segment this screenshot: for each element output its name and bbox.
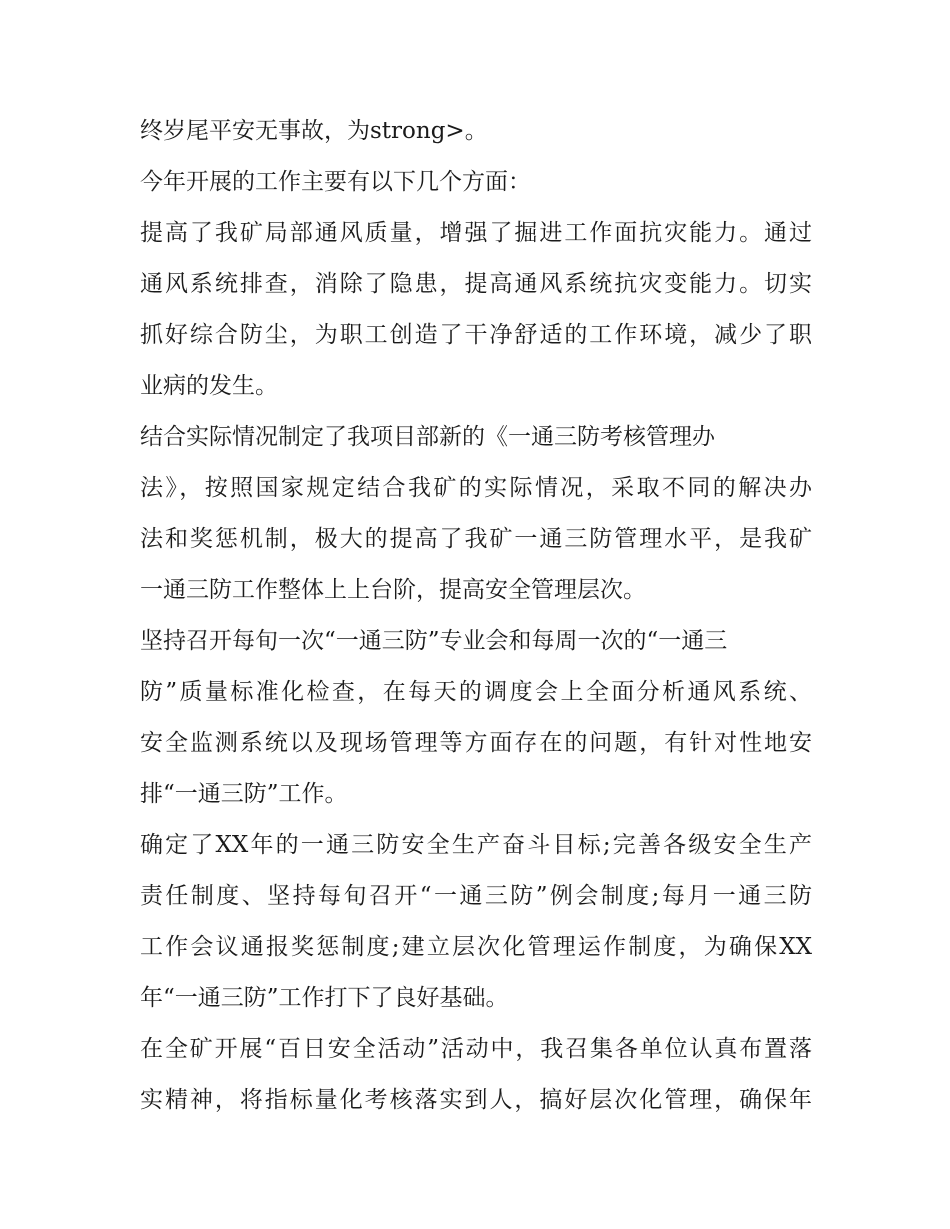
text-line: 安全监测系统以及现场管理等方面存在的问题，有针对性地安 xyxy=(140,730,812,756)
text-line: 法和奖惩机制，极大的提高了我矿一通三防管理水平，是我矿 xyxy=(140,526,812,552)
text-line: 工作会议通报奖惩制度;建立层次化管理运作制度，为确保XX xyxy=(140,934,812,960)
text-line: 确定了XX年的一通三防安全生产奋斗目标;完善各级安全生产 xyxy=(140,832,812,858)
text-line: 责任制度、坚持每旬召开“一通三防”例会制度;每月一通三防 xyxy=(140,883,812,909)
text-line: 抓好综合防尘，为职工创造了干净舒适的工作环境，减少了职 xyxy=(140,322,812,348)
text-line: 结合实际情况制定了我项目部新的《一通三防考核管理办 xyxy=(140,424,715,450)
text-line: 坚持召开每旬一次“一通三防”专业会和每周一次的“一通三 xyxy=(140,628,728,654)
text-line: 业病的发生。 xyxy=(140,373,278,399)
text-line: 一通三防工作整体上上台阶，提高安全管理层次。 xyxy=(140,577,646,603)
document-body xyxy=(140,106,812,1126)
text-line: 防”质量标准化检查，在每天的调度会上全面分析通风系统、 xyxy=(140,679,812,705)
text-line: 实精神，将指标量化考核落实到人，搞好层次化管理，确保年 xyxy=(140,1087,812,1113)
text-line: 在全矿开展“百日安全活动”活动中，我召集各单位认真布置落 xyxy=(140,1036,812,1062)
text-line: 终岁尾平安无事故，为strong>。 xyxy=(140,118,488,144)
text-line: 提高了我矿局部通风质量，增强了掘进工作面抗灾能力。通过 xyxy=(140,220,812,246)
text-line: 今年开展的工作主要有以下几个方面： xyxy=(140,169,531,195)
text-line: 法》，按照国家规定结合我矿的实际情况，采取不同的解决办 xyxy=(140,475,812,501)
text-line: 排“一通三防”工作。 xyxy=(140,781,348,807)
text-line: 通风系统排查，消除了隐患，提高通风系统抗灾变能力。切实 xyxy=(140,271,812,297)
text-line: 年“一通三防”工作打下了良好基础。 xyxy=(140,985,509,1011)
